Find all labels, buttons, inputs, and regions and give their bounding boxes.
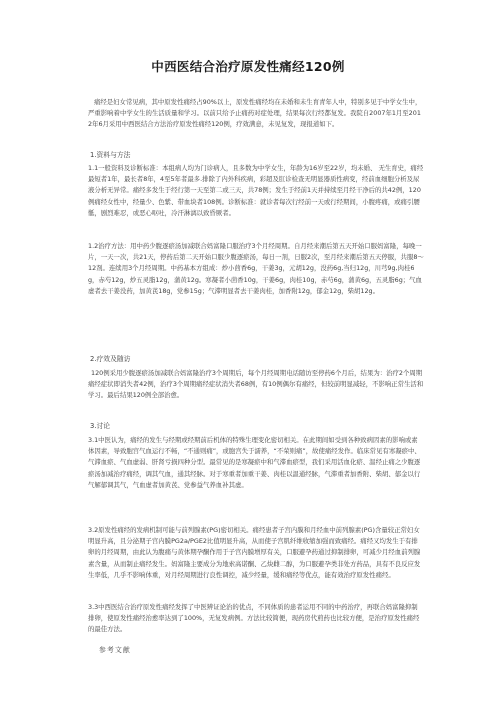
section-heading-discussion: 3.讨论 (90, 422, 111, 430)
paragraph-3-2: 3.2原发性痛经的发病机制可能与前列腺素(PG)密切相关。痛经患者子宫内膜和月经血中前列腺素(PG)含量较正常妇女明显升高，且分泌期子宫内膜PG2a/PGE2比值明显升高，从而使子宫肌纤维收缩加强而致痛经。痛经又均发生于有排卵的月经周期，由此认为腹痛与黄体期孕酮作用于子宫内膜增厚有关，口服避孕药通过抑制排卵，可减少月经血前列腺素含量，从而制止痛经发生。妈富隆主要成分为地索高诺酮、乙炔雌二醇，为口服避孕类非处方药品，具有不良反应发生率低，几乎不影响体重，对月经周期进行良性调控，减少经量，缓和痛经等优点，能有效治疗原发性痛经。 (88, 526, 421, 579)
paragraph-3-1: 3.1中医认为，痛经的发生与经期或经期前后机体的特殊生理变化密切相关。在此期间如受到各种致病因素的影响或素体因素，导致胞宫气血运行不畅，“不通则痛”，或胞宫失于濡养，“不荣则痛”，故使痛经发作。临床常见有寒凝瘀中、气滞血瘀、气血虚弱、肝肾亏损四种分型。最常见的是寒凝瘀中和气滞血瘀型，我们采用活血化瘀、温经止痛之少腹逐瘀汤加减治疗痛经，调其气血，通其经脉。对于寒重者加重干姜、肉桂以温通经脉，气滞重者加香附、柴胡、郁金以行气解郁调其气，气血虚者加黄芪、党参益气养血补其虚。 (88, 436, 421, 489)
references-heading: 参考文献 (99, 646, 131, 654)
paragraph-3-3: 3.3中西医结合治疗原发性痛经发挥了中医辨证论治的优点，不同体质的患者运用不同的中药治疗，再联合妈富隆抑制排卵，使原发性痛经治愈率达到了100%，无复发病例。方法比较简便，现药房代煎药也比较方便，是治疗原发性痛经的最佳方法。 (88, 603, 420, 634)
paragraph-2: 120例采用少腹逐瘀汤加减联合妈富隆治疗3个周期后，每个月经周期电话随访至停药6个月后，结果为：治疗2个周期痛经症状即消失者42例，治疗3个周期痛经症状消失者68例，有10例偶尔有痛经，但较前明显减轻，不影响正常生活和学习。最后结果120例全部治愈。 (88, 369, 424, 400)
section-heading-efficacy: 2.疗效及随访 (90, 355, 131, 363)
section-heading-materials: 1.资料与方法 (90, 151, 131, 159)
paragraph-1-2: 1.2治疗方法：用中药少腹逐瘀汤加减联合妈富隆口服治疗3个月经周期。自月经来潮后第五天开始口服妈富隆，每晚一片，一天一次，共21天，停药后第二天开始口服少腹逐瘀汤，每日一剂，日服2次，至月经来潮后第五天停服，共服8～12剂。连续用3个月经周期。中药基本方组成：炒小茴香6g，干姜3g，元胡12g，没药6g,当归12g，川芎9g,肉桂6g，赤芍12g，炒五灵脂12g，蒲黄12g。寒凝者小茴香10g，干姜6g，肉桂10g，赤芍6g，蒲黄6g，五灵脂6g；气血虚者去干姜没药，加黄芪18g，党参15g；气滞明显者去干姜肉桂，加香附12g，郁金12g，柴胡12g。 (88, 242, 424, 295)
intro-paragraph: 痛经是妇女常见病，其中原发性痛经占90%以上，原发性痛经均在未婚和未生育青年人中，特别多见于中学女生中，严重影响着中学女生的生活质量和学习。以前只给予止痛药对症处理，结果每次行经都复发。我院自2007年1月至2012年6月采用中西医结合方法治疗原发性痛经120例，疗效满意，未见复发，现报道如下。 (88, 98, 422, 129)
page-title: 中西医结合治疗原发性痛经120例 (151, 59, 345, 74)
paragraph-1-1: 1.1一般资料及诊断标准：本组病人均为门诊病人，且多数为中学女生，年龄为16岁至22岁，均未婚、 无生育史，痛经最短者1年，最长者8年，4至5年者最多.排除了内外科疾病，彩超及肛诊检查无明显器质性病变，经前血细胞分析及尿液分析无异常。痛经多发生于经行第一天至第二或三天，共78例；发生于经前1天并持续至月经干净后的共42例，120例痛经女性中，经量少、色紫、带血块者108例。诊断标准：就诊者每次行经前一天或行经期间，小腹疼痛，或痛引腰骶，剧烈难忍，或恶心呕吐，冷汗淋漓以致昏厥者。 (88, 164, 424, 217)
